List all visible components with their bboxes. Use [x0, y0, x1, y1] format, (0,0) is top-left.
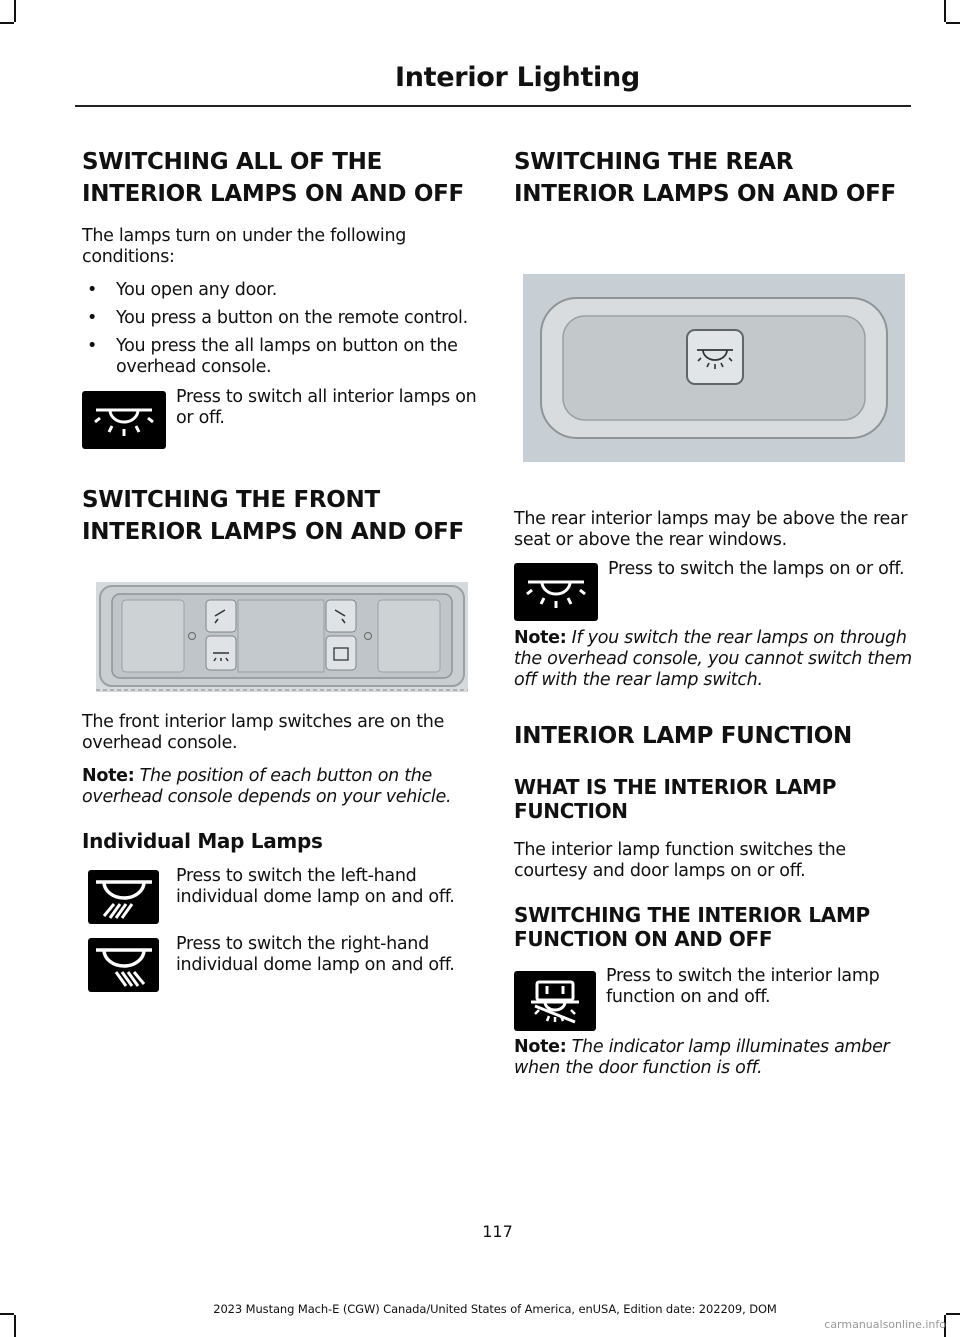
all-lamps-row — [82, 387, 480, 449]
note-label: Note: — [82, 766, 135, 786]
note-text: The indicator lamp illuminates amber when the door function is off. — [514, 1037, 890, 1078]
right-column-continued — [514, 509, 912, 1079]
heading-line: INTERIOR LAMPS ON AND OFF — [82, 519, 464, 545]
rear-lamps-description: Press to switch the lamps on or off. — [608, 559, 905, 579]
crop-mark — [944, 0, 946, 22]
heading-line: SWITCHING ALL OF THE — [82, 149, 383, 175]
door-function-note — [514, 1037, 912, 1079]
conditions-list — [82, 280, 480, 378]
right-map-lamp-description: Press to switch the right-hand individual dome lamp on and off. — [176, 934, 455, 975]
all-lamps-icon — [82, 391, 166, 449]
rear-lamp-switch-panel-image — [523, 274, 905, 462]
left-column — [82, 147, 480, 547]
crop-mark — [14, 1315, 16, 1337]
door-lamp-function-icon — [514, 971, 596, 1031]
section-heading-rear-lamps — [514, 147, 912, 209]
heading-line: SWITCHING THE REAR — [514, 149, 794, 175]
right-column — [514, 147, 912, 209]
left-column-continued — [82, 712, 480, 992]
left-map-lamp-icon — [88, 870, 159, 924]
watermark: carmanualsonline.info — [824, 1318, 946, 1331]
crop-mark — [946, 22, 960, 24]
page-number: 117 — [482, 1222, 513, 1241]
section-heading-front-lamps — [82, 485, 480, 547]
list-item-text: You press a button on the remote control. — [116, 308, 468, 328]
heading-line: SWITCHING THE FRONT — [82, 487, 380, 513]
note-text: If you switch the rear lamps on through the overhead console, you cannot switch them off with the rear lamp switch. — [514, 628, 912, 690]
front-note — [82, 766, 480, 808]
rear-note — [514, 628, 912, 691]
note-label: Note: — [514, 1037, 567, 1057]
section-heading-all-lamps — [82, 147, 480, 209]
rear-lamps-icon — [514, 563, 598, 621]
what-is-lamp-function-heading: WHAT IS THE INTERIOR LAMP FUNCTION — [514, 775, 837, 823]
list-item: • You press the all lamps on button on the overhead console. — [87, 336, 458, 377]
left-map-lamp-description: Press to switch the left-hand individual dome lamp on and off. — [176, 866, 455, 907]
list-item: • You open any door. — [87, 280, 277, 300]
interior-lamp-function-heading: INTERIOR LAMP FUNCTION — [514, 723, 852, 749]
heading-line: INTERIOR LAMPS ON AND OFF — [82, 181, 464, 207]
switching-lamp-function-heading: SWITCHING THE INTERIOR LAMP FUNCTION ON AND OFF — [514, 903, 870, 951]
list-item-text: You open any door. — [116, 280, 277, 300]
note-text: The position of each button on the overhead console depends on your vehicle. — [82, 766, 452, 807]
list-item: • You press a button on the remote control. — [87, 308, 468, 328]
map-lamps-heading: Individual Map Lamps — [82, 829, 323, 853]
rear-lamps-location-text: The rear interior lamps may be above the rear seat or above the rear windows. — [514, 509, 908, 550]
front-overhead-console-image — [96, 582, 468, 692]
lamp-function-text: The interior lamp function switches the courtesy and door lamps on or off. — [514, 840, 846, 881]
front-switches-text: The front interior lamp switches are on the overhead console. — [82, 712, 445, 753]
right-map-lamp-icon — [88, 938, 159, 992]
crop-mark — [0, 22, 14, 24]
right-map-lamp-row — [82, 934, 480, 992]
left-map-lamp-row — [82, 866, 480, 924]
header-rule — [75, 105, 911, 107]
crop-mark — [14, 0, 16, 22]
intro-text: The lamps turn on under the following conditions: — [82, 226, 407, 267]
heading-line: INTERIOR LAMPS ON AND OFF — [514, 181, 896, 207]
document-footer: 2023 Mustang Mach-E (CGW) Canada/United States of America, enUSA, Edition date: 202209, DOM — [213, 1302, 777, 1316]
note-label: Note: — [514, 628, 567, 648]
door-lamp-function-row — [514, 966, 912, 1031]
page-header-title: Interior Lighting — [395, 62, 640, 93]
list-item-text: You press the all lamps on button on the overhead console. — [116, 336, 458, 377]
all-lamps-description: Press to switch all interior lamps on or off. — [176, 387, 477, 428]
door-lamp-function-description: Press to switch the interior lamp function on and off. — [606, 966, 880, 1007]
rear-lamps-row — [514, 559, 912, 621]
